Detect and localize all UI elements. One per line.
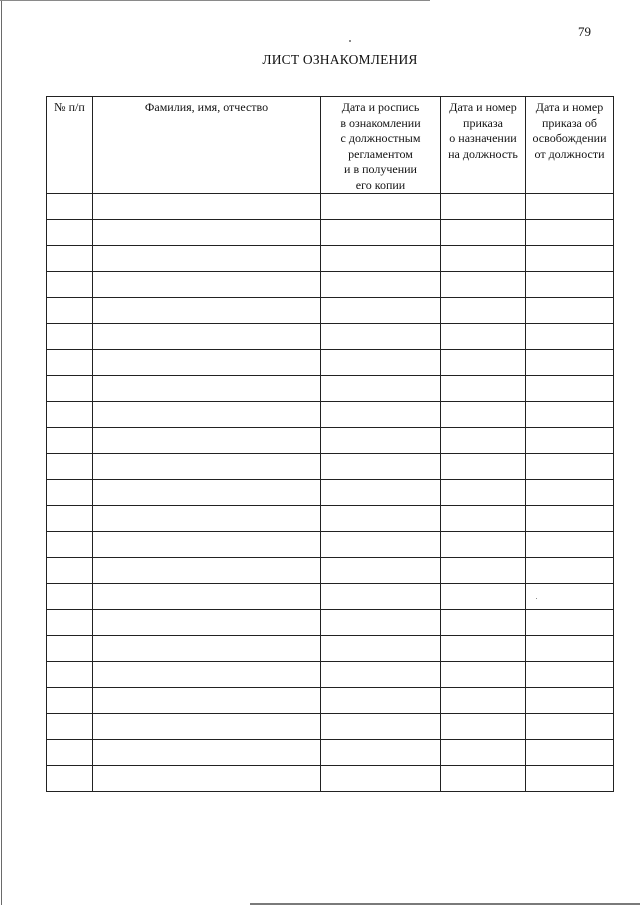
table-row [47,376,614,402]
table-row [47,766,614,792]
table-row [47,272,614,298]
cell-full-name [93,688,321,714]
header-number: № п/п [47,97,93,194]
table-row [47,584,614,610]
cell-dismissal-order [526,610,614,636]
cell-full-name [93,454,321,480]
header-dismissal-order: Дата и номер приказа об освобождении от должности [526,97,614,194]
cell-number [47,298,93,324]
cell-appointment-order [441,298,526,324]
cell-appointment-order [441,714,526,740]
cell-full-name [93,532,321,558]
cell-dismissal-order [526,194,614,220]
cell-appointment-order [441,220,526,246]
cell-number [47,662,93,688]
cell-number [47,714,93,740]
cell-acknowledgement-signature [321,246,441,272]
cell-acknowledgement-signature [321,350,441,376]
cell-acknowledgement-signature [321,688,441,714]
cell-number [47,376,93,402]
cell-appointment-order [441,610,526,636]
table-row [47,740,614,766]
cell-full-name [93,714,321,740]
table-row [47,558,614,584]
cell-dismissal-order [526,350,614,376]
cell-appointment-order [441,454,526,480]
cell-dismissal-order [526,506,614,532]
cell-dismissal-order [526,714,614,740]
cell-number [47,272,93,298]
cell-full-name [93,506,321,532]
sheet-title: ЛИСТ ОЗНАКОМЛЕНИЯ [262,52,418,67]
cell-number [47,506,93,532]
acknowledgement-table [46,96,614,792]
cell-dismissal-order [526,324,614,350]
cell-dismissal-order [526,220,614,246]
cell-number [47,636,93,662]
cell-acknowledgement-signature [321,480,441,506]
scan-edge-left [1,0,2,905]
cell-full-name [93,376,321,402]
table-row [47,714,614,740]
table-row [47,454,614,480]
cell-acknowledgement-signature [321,506,441,532]
cell-acknowledgement-signature [321,454,441,480]
cell-number [47,220,93,246]
table-row [47,688,614,714]
cell-appointment-order [441,194,526,220]
table-row [47,298,614,324]
cell-number [47,584,93,610]
cell-full-name [93,740,321,766]
cell-acknowledgement-signature [321,662,441,688]
cell-number [47,454,93,480]
cell-full-name [93,662,321,688]
cell-appointment-order [441,272,526,298]
cell-appointment-order [441,480,526,506]
cell-full-name [93,636,321,662]
table-row [47,324,614,350]
cell-full-name [93,428,321,454]
cell-dismissal-order [526,532,614,558]
cell-appointment-order [441,662,526,688]
cell-full-name [93,402,321,428]
table-row [47,194,614,220]
table-row [47,220,614,246]
cell-appointment-order [441,402,526,428]
cell-appointment-order [441,688,526,714]
page-number: 79 [578,24,591,39]
cell-full-name [93,298,321,324]
cell-dismissal-order [526,272,614,298]
cell-acknowledgement-signature [321,532,441,558]
cell-acknowledgement-signature [321,558,441,584]
scan-edge-top [0,0,430,1]
table-row [47,636,614,662]
cell-dismissal-order [526,246,614,272]
cell-number [47,688,93,714]
cell-appointment-order [441,376,526,402]
cell-number [47,532,93,558]
table-row [47,506,614,532]
cell-full-name [93,194,321,220]
cell-full-name [93,246,321,272]
cell-full-name [93,272,321,298]
table-row [47,480,614,506]
cell-full-name [93,324,321,350]
cell-dismissal-order [526,636,614,662]
table-body [47,194,614,792]
cell-number [47,558,93,584]
table-row [47,532,614,558]
cell-acknowledgement-signature [321,428,441,454]
cell-acknowledgement-signature [321,272,441,298]
cell-acknowledgement-signature [321,636,441,662]
header-full-name: Фамилия, имя, отчество [93,97,321,194]
cell-full-name [93,584,321,610]
cell-appointment-order [441,584,526,610]
header-acknowledgement-signature: Дата и роспись в ознакомлении с должностным регламентом и в получении его копии [321,97,441,194]
cell-acknowledgement-signature [321,766,441,792]
cell-appointment-order [441,506,526,532]
cell-full-name [93,610,321,636]
cell-appointment-order [441,766,526,792]
cell-acknowledgement-signature [321,740,441,766]
cell-full-name [93,766,321,792]
cell-acknowledgement-signature [321,324,441,350]
cell-number [47,324,93,350]
cell-dismissal-order [526,688,614,714]
cell-dismissal-order [526,662,614,688]
cell-dismissal-order [526,376,614,402]
cell-acknowledgement-signature [321,402,441,428]
cell-acknowledgement-signature [321,220,441,246]
table-row [47,246,614,272]
cell-dismissal-order [526,558,614,584]
table-row [47,610,614,636]
cell-appointment-order [441,636,526,662]
cell-full-name [93,558,321,584]
table-row [47,402,614,428]
cell-dismissal-order [526,298,614,324]
cell-number [47,350,93,376]
cell-number [47,740,93,766]
cell-dismissal-order [526,584,614,610]
cell-acknowledgement-signature [321,584,441,610]
cell-acknowledgement-signature [321,298,441,324]
scan-speck [349,40,351,42]
table-row [47,350,614,376]
cell-acknowledgement-signature [321,610,441,636]
cell-appointment-order [441,428,526,454]
cell-dismissal-order [526,454,614,480]
cell-appointment-order [441,558,526,584]
cell-dismissal-order [526,428,614,454]
cell-dismissal-order [526,402,614,428]
cell-acknowledgement-signature [321,376,441,402]
cell-number [47,480,93,506]
table-header-row [47,97,614,194]
cell-appointment-order [441,350,526,376]
cell-acknowledgement-signature [321,714,441,740]
cell-number [47,766,93,792]
cell-number [47,246,93,272]
cell-number [47,402,93,428]
cell-dismissal-order [526,766,614,792]
cell-full-name [93,220,321,246]
cell-number [47,194,93,220]
cell-appointment-order [441,740,526,766]
cell-number [47,428,93,454]
table-row [47,428,614,454]
cell-full-name [93,350,321,376]
cell-appointment-order [441,246,526,272]
cell-dismissal-order [526,740,614,766]
cell-number [47,610,93,636]
cell-appointment-order [441,532,526,558]
cell-acknowledgement-signature [321,194,441,220]
cell-dismissal-order [526,480,614,506]
cell-appointment-order [441,324,526,350]
header-appointment-order: Дата и номер приказа о назначении на должность [441,97,526,194]
cell-full-name [93,480,321,506]
table-row [47,662,614,688]
